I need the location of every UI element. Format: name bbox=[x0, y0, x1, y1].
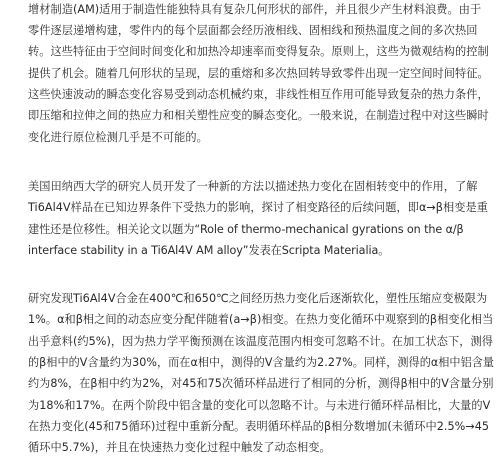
paragraph-line: 这些快速波动的瞬态变化容易受到动态机械约束，非线性相互作用可能导致复杂的热力条件， bbox=[28, 88, 489, 101]
paragraph-line: 1%。α和β相之间的动态应变分配伴随着(a→β)相变。在热力变化循环中观察到的β相变化相当 bbox=[28, 313, 494, 326]
paragraph-line: 为18%和17%。在两个阶段中铝含量的变化可以忽略不计。与未进行循环样品相比，大量的V bbox=[28, 399, 491, 412]
paragraph-line: 在热力变化(45和75循环)过程中重新分配。表明循环样品的β相分数增加(未循环中2.5%→45 bbox=[28, 420, 490, 433]
paragraph-line: 约为8%，在β相中约为2%，对45和75次循环样品进行了相同的分析，测得β相中的V含量分别 bbox=[28, 377, 494, 390]
paragraph-line: 增材制造(AM)适用于制造性能独特具有复杂几何形状的部件，并且很少产生材料浪费。由于 bbox=[28, 3, 482, 16]
paragraph-line: 建性还是位移性。相关论文以题为“Role of thermo-mechanical gyrations on the α/β bbox=[28, 223, 464, 236]
paragraph-line: 即压缩和拉伸之间的热应力和相关塑性应变的瞬态变化。一般来说，在制造过程中对这些瞬时 bbox=[28, 109, 489, 122]
paragraph-line: 研究发现Ti6Al4V合金在400℃和650℃之间经历热力变化后逐渐软化，塑性压缩应变极限为 bbox=[28, 292, 488, 305]
paragraph-line: 美国田纳西大学的研究人员开发了一种新的方法以描述热力变化在固相转变中的作用，了解 bbox=[28, 180, 478, 193]
paragraph-line: 零件逐层递增构建，零件内的每个层面都会经历液相线、固相线和预热温度之间的多次热回 bbox=[28, 24, 478, 37]
paragraph-line: interface stability in a Ti6Al4V AM alloy”发表在Scripta Materialia。 bbox=[28, 244, 390, 257]
paragraph-line: 的β相中的V含量约为30%，而在α相中，测得的V含量约为2.27%。同样，测得的α相中铝含量 bbox=[28, 356, 495, 369]
paragraph-line: 提供了机会。随着几何形状的呈现，层的重熔和多次热回转导致零件出现一定空间时间特征。 bbox=[28, 67, 489, 80]
paragraph-line: 出乎意料(约5%)，因为热力学平衡预测在该温度范围内相变可忽略不计。在加工状态下，测得 bbox=[28, 335, 493, 348]
paragraph-line: Ti6Al4V样品在已知边界条件下受热力的影响，探讨了相变路径的后续问题，即α→β相变是重 bbox=[28, 201, 488, 214]
paragraph-line: 转。这些特征由于空间时间变化和加热冷却速率而变得复杂。原则上，这些为微观结构的控制 bbox=[28, 45, 489, 58]
paragraph-line: 循环中5.7%)，并且在快速热力变化过程中触发了动态相变。 bbox=[28, 441, 331, 454]
paragraph-line: 变化进行原位检测几乎是不可能的。 bbox=[28, 131, 208, 144]
